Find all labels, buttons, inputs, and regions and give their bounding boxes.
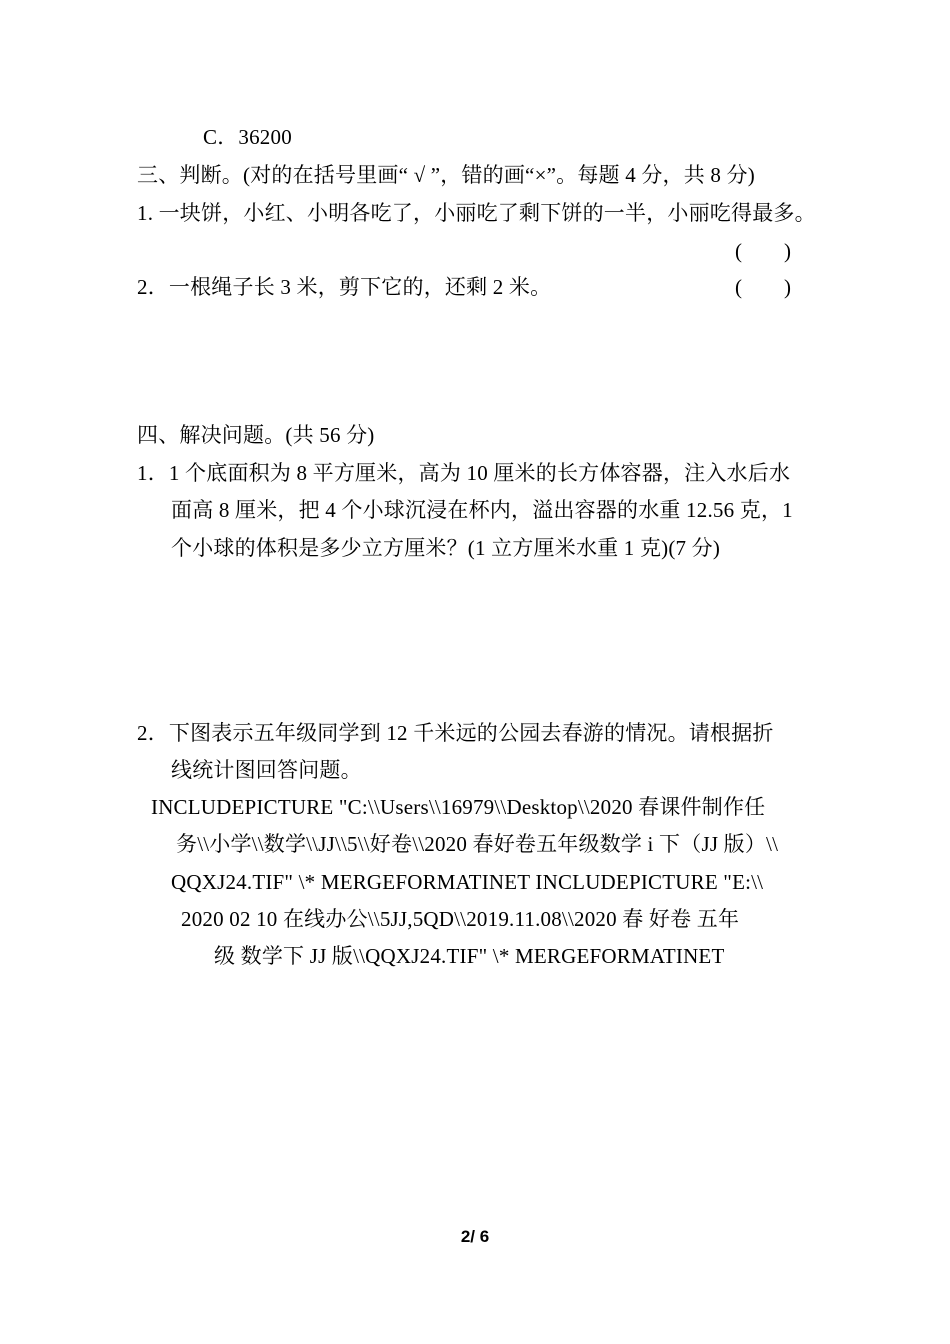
problem-2-line-2: 线统计图回答问题。	[171, 758, 362, 782]
problem-2-line-1: 2．下图表示五年级同学到 12 千米远的公园去春游的情况。请根据折	[137, 721, 774, 745]
judge-question-1: 1. 一块饼，小红、小明各吃了，小丽吃了剩下饼的一半，小丽吃得最多。	[137, 201, 816, 225]
problem-1-line-1: 1．1 个底面积为 8 平方厘米，高为 10 厘米的长方体容器，注入水后水	[137, 461, 791, 485]
field-code-line-1: INCLUDEPICTURE "C:\\Users\\16979\\Desktop\\2020 春课件制作任	[151, 795, 766, 819]
judge-question-2: 2．一根绳子长 3 米，剪下它的，还剩 2 米。	[137, 275, 552, 299]
field-code-line-2: 务\\小学\\数学\\JJ\\5\\好卷\\2020 春好卷五年级数学 i 下（JJ 版）\\	[176, 832, 779, 856]
page-number: 2/ 6	[460, 1227, 490, 1246]
problem-1-line-3: 个小球的体积是多少立方厘米？(1 立方厘米水重 1 克)(7 分)	[171, 536, 721, 560]
answer-bracket-1: ( )	[735, 239, 791, 263]
problem-1-line-2: 面高 8 厘米，把 4 个小球沉浸在杯内，溢出容器的水重 12.56 克，1	[171, 498, 793, 522]
field-code-line-4: 2020 02 10 在线办公\\5JJ,5QD\\2019.11.08\\2020 春 好卷 五年	[181, 907, 740, 931]
option-c: C．36200	[203, 125, 292, 149]
field-code-line-3: QQXJ24.TIF" \* MERGEFORMATINET INCLUDEPICTURE "E:\\	[171, 870, 764, 894]
section3-heading: 三、判断。(对的在括号里画“ √ ”，错的画“×”。每题 4 分，共 8 分)	[137, 163, 755, 187]
field-code-line-5: 级 数学下 JJ 版\\QQXJ24.TIF" \* MERGEFORMATINET	[214, 944, 725, 968]
answer-bracket-2: ( )	[735, 275, 791, 299]
section4-heading: 四、解决问题。(共 56 分)	[137, 423, 375, 447]
